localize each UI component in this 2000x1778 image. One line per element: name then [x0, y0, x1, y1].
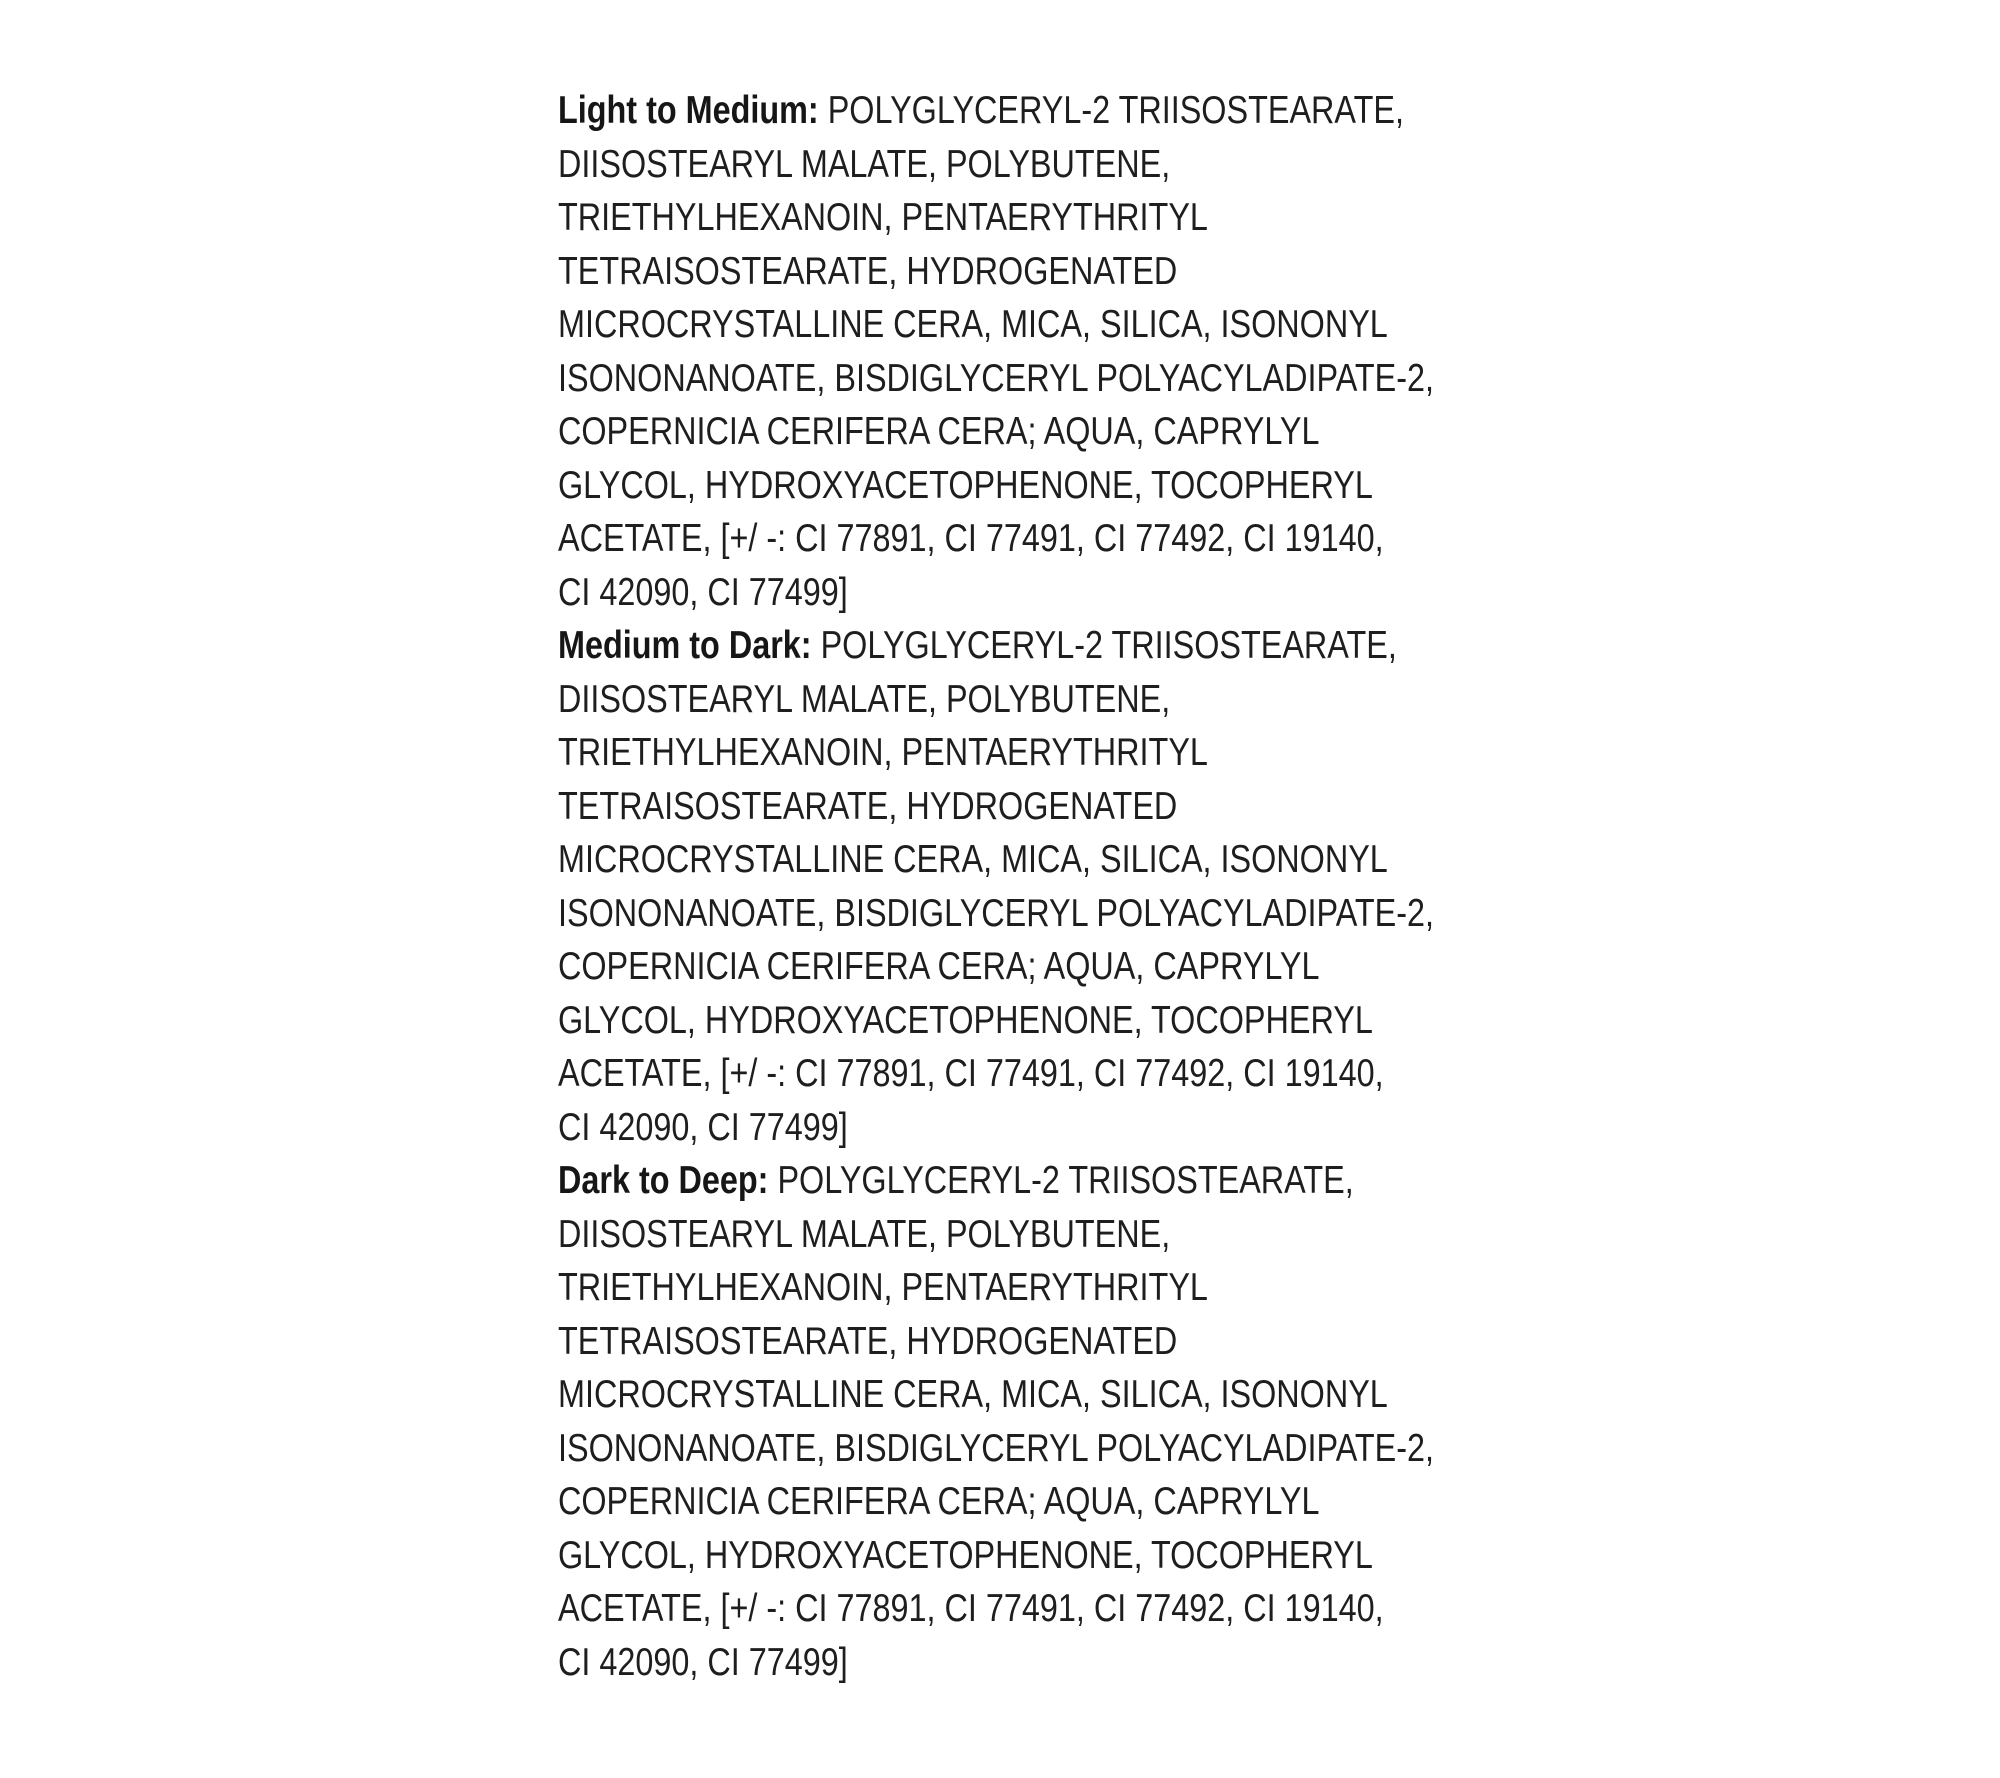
ingredient-line: ACETATE, [+/ -: CI 77891, CI 77491, CI 77492, CI 19140, [558, 1587, 1384, 1630]
ingredient-line: DIISOSTEARYL MALATE, POLYBUTENE, [558, 1212, 1171, 1256]
ingredient-line [558, 1154, 1463, 1208]
ingredient-line [558, 84, 1463, 138]
ingredient-line: ISONONANOATE, BISDIGLYCERYL POLYACYLADIPATE-2, [558, 891, 1435, 935]
ingredient-line: TRIETHYLHEXANOIN, PENTAERYTHRITYL [558, 1266, 1208, 1309]
ingredient-line: MICROCRYSTALLINE CERA, MICA, SILICA, ISONONYL [558, 1373, 1388, 1416]
ingredient-line: GLYCOL, HYDROXYACETOPHENONE, TOCOPHERYL [558, 1533, 1373, 1577]
ingredient-line: MICROCRYSTALLINE CERA, MICA, SILICA, ISONONYL [558, 303, 1388, 346]
ingredient-text: POLYGLYCERYL-2 TRIISOSTEARATE, [777, 1159, 1354, 1202]
ingredient-line: MICROCRYSTALLINE CERA, MICA, SILICA, ISONONYL [558, 838, 1388, 881]
ingredient-line [558, 619, 1463, 673]
ingredients-section-dark-to-deep [558, 1154, 1463, 1689]
ingredient-line: DIISOSTEARYL MALATE, POLYBUTENE, [558, 677, 1171, 721]
ingredient-line: ACETATE, [+/ -: CI 77891, CI 77491, CI 77492, CI 19140, [558, 1052, 1384, 1095]
ingredient-line: ISONONANOATE, BISDIGLYCERYL POLYACYLADIPATE-2, [558, 356, 1435, 400]
ingredient-line: CI 42090, CI 77499] [558, 570, 848, 614]
ingredient-line: TETRAISOSTEARATE, HYDROGENATED [558, 249, 1178, 293]
ingredient-line: COPERNICIA CERIFERA CERA; AQUA, CAPRYLYL [558, 410, 1320, 453]
ingredient-line: GLYCOL, HYDROXYACETOPHENONE, TOCOPHERYL [558, 463, 1373, 507]
ingredient-line: CI 42090, CI 77499] [558, 1105, 848, 1149]
ingredients-section-light-to-medium [558, 84, 1463, 619]
ingredient-line: COPERNICIA CERIFERA CERA; AQUA, CAPRYLYL [558, 945, 1320, 988]
ingredient-line: CI 42090, CI 77499] [558, 1640, 848, 1684]
ingredient-text: POLYGLYCERYL-2 TRIISOSTEARATE, [820, 624, 1397, 667]
ingredient-line: DIISOSTEARYL MALATE, POLYBUTENE, [558, 142, 1171, 186]
ingredient-line: TRIETHYLHEXANOIN, PENTAERYTHRITYL [558, 731, 1208, 774]
ingredient-line: TETRAISOSTEARATE, HYDROGENATED [558, 784, 1178, 828]
shade-range-heading: Dark to Deep: [558, 1159, 769, 1202]
ingredients-section-medium-to-dark [558, 619, 1463, 1154]
ingredient-line: COPERNICIA CERIFERA CERA; AQUA, CAPRYLYL [558, 1480, 1320, 1523]
ingredient-line: ACETATE, [+/ -: CI 77891, CI 77491, CI 77492, CI 19140, [558, 517, 1384, 560]
ingredient-line: TRIETHYLHEXANOIN, PENTAERYTHRITYL [558, 196, 1208, 239]
ingredient-line: ISONONANOATE, BISDIGLYCERYL POLYACYLADIPATE-2, [558, 1426, 1435, 1470]
ingredient-line: GLYCOL, HYDROXYACETOPHENONE, TOCOPHERYL [558, 998, 1373, 1042]
shade-range-heading: Light to Medium: [558, 89, 819, 132]
ingredient-line: TETRAISOSTEARATE, HYDROGENATED [558, 1319, 1178, 1363]
ingredients-text-block [558, 84, 1463, 1689]
ingredient-text: POLYGLYCERYL-2 TRIISOSTEARATE, [827, 89, 1404, 132]
shade-range-heading: Medium to Dark: [558, 624, 812, 667]
